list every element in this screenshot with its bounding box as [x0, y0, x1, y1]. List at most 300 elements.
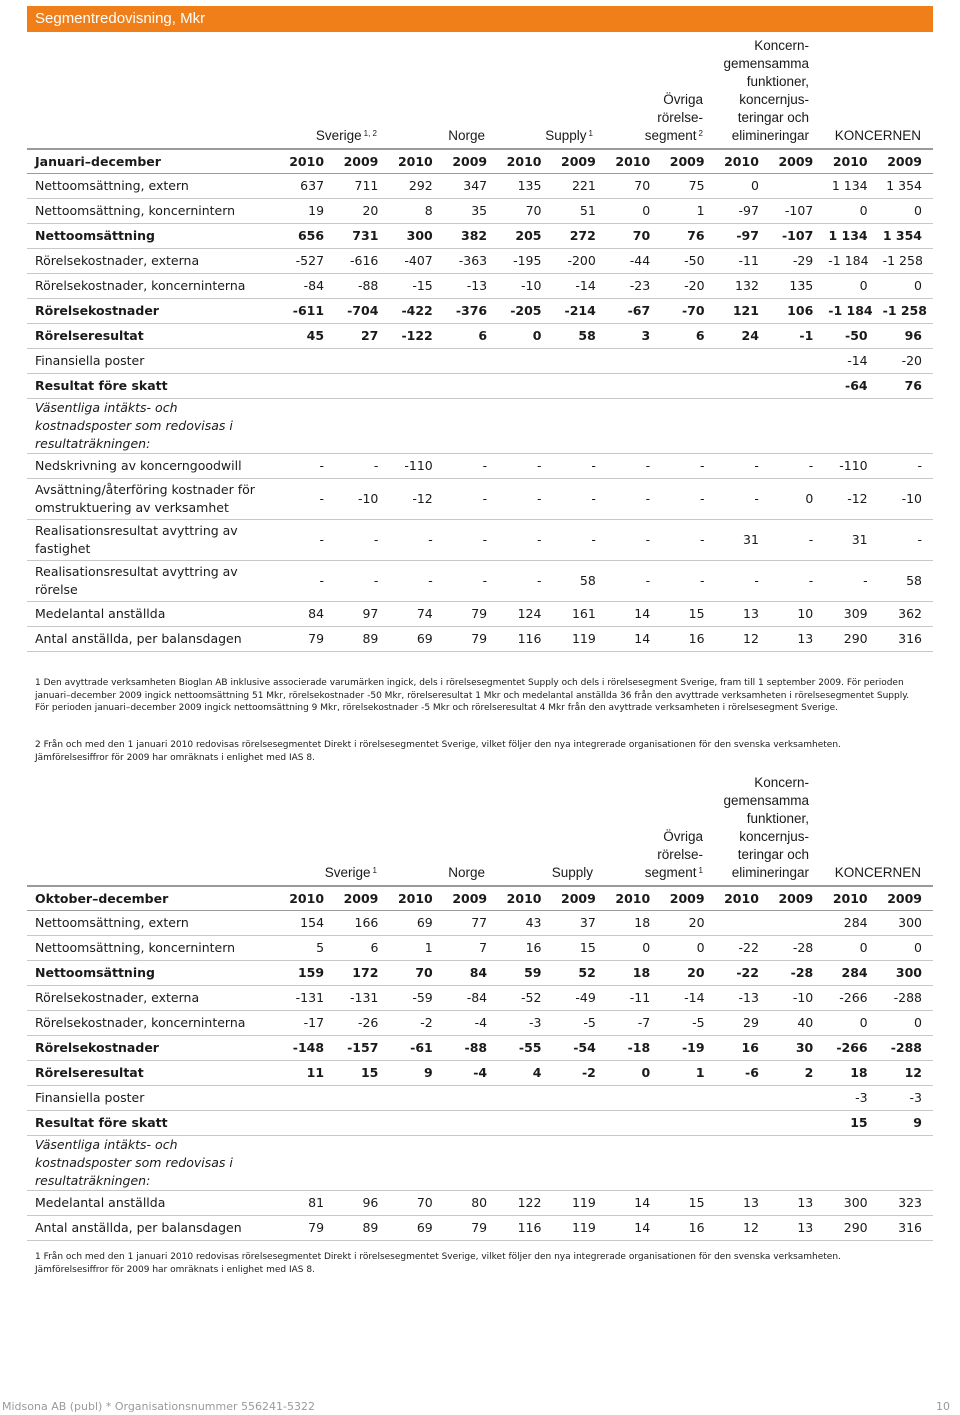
cell-value: -28 — [770, 961, 824, 986]
cell-value — [716, 374, 770, 399]
cell-value: -19 — [661, 1036, 715, 1061]
table-row — [27, 986, 933, 1011]
cell-value: - — [444, 561, 498, 602]
segment-label: Övriga rörelse- segment — [644, 92, 703, 143]
cell-value: 19 — [281, 199, 335, 224]
footnote-marker: 2 — [698, 129, 703, 138]
segment-label: Norge — [448, 128, 485, 143]
cell-value: -70 — [661, 299, 715, 324]
row-label: Antal anställda, per balansdagen — [27, 627, 281, 652]
cell-value: 9 — [389, 1061, 443, 1086]
segment-header — [723, 37, 809, 145]
cell-value: 8 — [389, 199, 443, 224]
cell-value: 1 354 — [879, 174, 933, 199]
cell-value: -3 — [498, 1011, 552, 1036]
cell-value: - — [716, 561, 770, 602]
cell-value: -1 184 — [824, 249, 878, 274]
cell-value: -97 — [716, 199, 770, 224]
segment-label: Supply — [551, 865, 593, 880]
segment-label: Sverige — [315, 128, 362, 143]
segment-headers — [27, 38, 933, 148]
cell-value — [389, 349, 443, 374]
table-row — [27, 349, 933, 374]
cell-value: 84 — [281, 602, 335, 627]
period-label: Januari–december — [27, 150, 281, 174]
cell-value: 18 — [607, 911, 661, 936]
cell-value: 79 — [444, 602, 498, 627]
cell-value — [716, 1111, 770, 1136]
table-row — [27, 1086, 933, 1111]
cell-value — [661, 1111, 715, 1136]
cell-value: -11 — [716, 249, 770, 274]
cell-value: -17 — [281, 1011, 335, 1036]
year-header: 2010 — [498, 150, 552, 174]
cell-value: 656 — [281, 224, 335, 249]
segment-headers — [27, 773, 933, 885]
cell-value: -50 — [661, 249, 715, 274]
year-header: 2009 — [552, 887, 606, 911]
row-label: Nettoomsättning — [27, 961, 281, 986]
segment-header — [835, 127, 921, 145]
cell-value: -88 — [444, 1036, 498, 1061]
cell-value: 323 — [879, 1191, 933, 1216]
table-row — [27, 199, 933, 224]
cell-value — [389, 1111, 443, 1136]
cell-value: - — [444, 454, 498, 479]
cell-value: -1 258 — [879, 249, 933, 274]
cell-value: 75 — [661, 174, 715, 199]
cell-value: 0 — [879, 199, 933, 224]
cell-value: 13 — [770, 627, 824, 652]
year-header-row — [27, 150, 933, 174]
cell-value: 89 — [335, 1216, 389, 1241]
cell-value: 77 — [444, 911, 498, 936]
year-header: 2009 — [770, 887, 824, 911]
year-header: 2009 — [879, 150, 933, 174]
cell-value: 37 — [552, 911, 606, 936]
segment-header — [835, 864, 921, 882]
segment-label: KONCERNEN — [834, 865, 921, 880]
row-label: Medelantal anställda — [27, 1191, 281, 1216]
cell-value: - — [661, 454, 715, 479]
cell-value — [770, 399, 824, 454]
cell-value: -704 — [335, 299, 389, 324]
cell-value: 300 — [879, 911, 933, 936]
cell-value: - — [879, 520, 933, 561]
cell-value: 122 — [498, 1191, 552, 1216]
cell-value: 1 — [389, 936, 443, 961]
cell-value: - — [552, 520, 606, 561]
cell-value — [607, 1086, 661, 1111]
cell-value: -5 — [552, 1011, 606, 1036]
cell-value — [444, 374, 498, 399]
cell-value: -2 — [389, 1011, 443, 1036]
cell-value: 79 — [281, 1216, 335, 1241]
cell-value: -22 — [716, 961, 770, 986]
cell-value: 0 — [824, 199, 878, 224]
cell-value: -64 — [824, 374, 878, 399]
cell-value: -422 — [389, 299, 443, 324]
year-header: 2009 — [879, 887, 933, 911]
segment-label: KONCERNEN — [834, 128, 921, 143]
table-row — [27, 1061, 933, 1086]
cell-value: -26 — [335, 1011, 389, 1036]
year-header: 2010 — [824, 150, 878, 174]
cell-value — [770, 911, 824, 936]
cell-value: 70 — [389, 1191, 443, 1216]
cell-value: 300 — [824, 1191, 878, 1216]
cell-value — [661, 1086, 715, 1111]
cell-value: 284 — [824, 911, 878, 936]
cell-value — [716, 911, 770, 936]
cell-value — [335, 1111, 389, 1136]
cell-value — [770, 349, 824, 374]
segment-label: Övriga rörelse- segment — [644, 829, 703, 880]
cell-value — [335, 1086, 389, 1111]
cell-value: 43 — [498, 911, 552, 936]
cell-value — [607, 1136, 661, 1191]
cell-value: 6 — [661, 324, 715, 349]
cell-value — [770, 1111, 824, 1136]
year-header: 2009 — [444, 150, 498, 174]
cell-value: 382 — [444, 224, 498, 249]
table-row — [27, 1036, 933, 1061]
cell-value: 14 — [607, 627, 661, 652]
cell-value: -13 — [444, 274, 498, 299]
table-row — [27, 1111, 933, 1136]
row-label: Nettoomsättning, koncernintern — [27, 936, 281, 961]
segment-label: Sverige — [324, 865, 371, 880]
cell-value — [281, 374, 335, 399]
cell-value — [335, 399, 389, 454]
cell-value: -20 — [661, 274, 715, 299]
cell-value: -7 — [607, 1011, 661, 1036]
cell-value: -266 — [824, 1036, 878, 1061]
cell-value: 14 — [607, 1216, 661, 1241]
cell-value: 80 — [444, 1191, 498, 1216]
cell-value: - — [498, 520, 552, 561]
data-table — [27, 150, 933, 652]
cell-value — [824, 399, 878, 454]
cell-value: 0 — [879, 274, 933, 299]
cell-value: 0 — [879, 936, 933, 961]
cell-value: -20 — [879, 349, 933, 374]
table-row — [27, 454, 933, 479]
cell-value: - — [444, 520, 498, 561]
segment-header — [448, 127, 485, 145]
cell-value: 14 — [607, 1191, 661, 1216]
cell-value: 70 — [607, 174, 661, 199]
year-header: 2010 — [607, 150, 661, 174]
cell-value: 309 — [824, 602, 878, 627]
cell-value: -15 — [389, 274, 443, 299]
cell-value: -611 — [281, 299, 335, 324]
cell-value: - — [770, 520, 824, 561]
table-row — [27, 1191, 933, 1216]
row-label: Antal anställda, per balansdagen — [27, 1216, 281, 1241]
cell-value: -110 — [824, 454, 878, 479]
cell-value: 172 — [335, 961, 389, 986]
cell-value: 5 — [281, 936, 335, 961]
cell-value: -376 — [444, 299, 498, 324]
cell-value: 347 — [444, 174, 498, 199]
cell-value: 76 — [879, 374, 933, 399]
year-header: 2009 — [661, 150, 715, 174]
cell-value: 1 134 — [824, 224, 878, 249]
cell-value: 154 — [281, 911, 335, 936]
cell-value: 316 — [879, 627, 933, 652]
cell-value: - — [607, 479, 661, 520]
cell-value: 12 — [716, 1216, 770, 1241]
cell-value: 1 — [661, 199, 715, 224]
year-header: 2010 — [281, 150, 335, 174]
cell-value: -6 — [716, 1061, 770, 1086]
cell-value: -52 — [498, 986, 552, 1011]
cell-value: 0 — [498, 324, 552, 349]
cell-value: 116 — [498, 1216, 552, 1241]
table-row — [27, 479, 933, 520]
footnote-2: 2 Från och med den 1 januari 2010 redovisas rörelsesegmentet Direkt i rörelsesegmentet Sverige, vilket följer den nya integrerade organisationen för den svenska verksamheten. Jämförelsesiffror för 2009 har omräknats i enlighet med IAS 8. — [35, 740, 841, 763]
cell-value: 0 — [716, 174, 770, 199]
cell-value: - — [335, 520, 389, 561]
cell-value: -122 — [389, 324, 443, 349]
cell-value — [716, 1086, 770, 1111]
cell-value: -148 — [281, 1036, 335, 1061]
cell-value: 106 — [770, 299, 824, 324]
cell-value: -88 — [335, 274, 389, 299]
cell-value: 290 — [824, 627, 878, 652]
cell-value: 20 — [335, 199, 389, 224]
cell-value: -28 — [770, 936, 824, 961]
table-row — [27, 374, 933, 399]
cell-value: -14 — [552, 274, 606, 299]
year-header: 2009 — [661, 887, 715, 911]
cell-value: -107 — [770, 224, 824, 249]
cell-value: 731 — [335, 224, 389, 249]
cell-value: 166 — [335, 911, 389, 936]
year-header: 2009 — [770, 150, 824, 174]
cell-value: -200 — [552, 249, 606, 274]
cell-value — [607, 374, 661, 399]
cell-value — [498, 1086, 552, 1111]
cell-value: - — [281, 454, 335, 479]
cell-value: 52 — [552, 961, 606, 986]
year-header: 2009 — [444, 887, 498, 911]
cell-value — [335, 1136, 389, 1191]
row-label: Resultat före skatt — [27, 374, 281, 399]
row-label: Realisationsresultat avyttring av fastighet — [27, 520, 281, 561]
cell-value — [552, 1086, 606, 1111]
cell-value — [770, 374, 824, 399]
cell-value: - — [607, 561, 661, 602]
cell-value: 0 — [607, 199, 661, 224]
cell-value: - — [335, 561, 389, 602]
cell-value: 24 — [716, 324, 770, 349]
footnote-marker: 1 — [372, 866, 377, 875]
table-row — [27, 224, 933, 249]
cell-value: -266 — [824, 986, 878, 1011]
cell-value: - — [770, 561, 824, 602]
cell-value: - — [281, 561, 335, 602]
segment-header — [325, 864, 377, 882]
cell-value: - — [498, 454, 552, 479]
cell-value: 0 — [607, 936, 661, 961]
cell-value: 12 — [879, 1061, 933, 1086]
cell-value — [281, 1086, 335, 1111]
cell-value: -4 — [444, 1061, 498, 1086]
cell-value: 300 — [879, 961, 933, 986]
cell-value: 70 — [498, 199, 552, 224]
cell-value: 30 — [770, 1036, 824, 1061]
year-header: 2010 — [389, 887, 443, 911]
cell-value: -131 — [281, 986, 335, 1011]
cell-value: -14 — [661, 986, 715, 1011]
cell-value: -10 — [498, 274, 552, 299]
cell-value — [498, 349, 552, 374]
table-row — [27, 274, 933, 299]
cell-value: 74 — [389, 602, 443, 627]
cell-value: -84 — [444, 986, 498, 1011]
cell-value: 221 — [552, 174, 606, 199]
cell-value: - — [716, 479, 770, 520]
row-label: Väsentliga intäkts- och kostnadsposter som redovisas i resultaträkningen: — [27, 1136, 281, 1191]
cell-value — [607, 1111, 661, 1136]
table-row — [27, 602, 933, 627]
cell-value — [552, 399, 606, 454]
cell-value: 0 — [824, 936, 878, 961]
cell-value — [281, 1136, 335, 1191]
table-row — [27, 936, 933, 961]
cell-value: -54 — [552, 1036, 606, 1061]
row-label: Rörelsekostnader, koncerninterna — [27, 274, 281, 299]
cell-value — [552, 374, 606, 399]
footnote-marker: 1 — [588, 129, 593, 138]
cell-value: -59 — [389, 986, 443, 1011]
cell-value: 20 — [661, 911, 715, 936]
cell-value — [444, 1086, 498, 1111]
cell-value: -10 — [770, 986, 824, 1011]
cell-value: -5 — [661, 1011, 715, 1036]
segment-header — [645, 828, 703, 882]
segment-header — [645, 91, 703, 145]
cell-value: 15 — [335, 1061, 389, 1086]
cell-value: 11 — [281, 1061, 335, 1086]
row-label: Rörelsekostnader — [27, 1036, 281, 1061]
cell-value: 205 — [498, 224, 552, 249]
segment-label: Koncern- gemensamma funktioner, koncernjus- teringar och elimineringar — [723, 775, 809, 880]
cell-value: 16 — [498, 936, 552, 961]
cell-value: -1 258 — [879, 299, 933, 324]
cell-value: -12 — [824, 479, 878, 520]
cell-value: 79 — [444, 627, 498, 652]
cell-value: - — [607, 520, 661, 561]
cell-value — [607, 349, 661, 374]
table-row — [27, 961, 933, 986]
cell-value: 290 — [824, 1216, 878, 1241]
cell-value: -29 — [770, 249, 824, 274]
cell-value: -1 — [770, 324, 824, 349]
cell-value: -61 — [389, 1036, 443, 1061]
cell-value: 45 — [281, 324, 335, 349]
cell-value: 96 — [335, 1191, 389, 1216]
footnote-1: 1 Den avyttrade verksamheten Bioglan AB inklusive associerade varumärken ingick, dels i rörelsesegmentet Supply och dels i rörelsesegment Sverige, fram till 1 september 2009. För perioden januari–december 2009 ingick nettoomsättning 51 Mkr, rörelsekostnader -50 Mkr, rörelseresultat 1 Mkr och medelantal anställda 36 från den avyttrade verksamheten i rörelsesegmentet Supply. För perioden januari–december 2009 ingick nettoomsättning 9 Mkr, rörelsekostnader -5 Mkr och rörelseresultat 4 Mkr från den avyttrade verksamheten i rörelsesegment Sverige. — [35, 678, 910, 713]
table-row — [27, 1136, 933, 1191]
period-label: Oktober–december — [27, 887, 281, 911]
cell-value: 13 — [716, 602, 770, 627]
row-label: Nettoomsättning — [27, 224, 281, 249]
cell-value: 69 — [389, 1216, 443, 1241]
cell-value: -4 — [444, 1011, 498, 1036]
cell-value: -107 — [770, 199, 824, 224]
cell-value — [498, 374, 552, 399]
cell-value: 13 — [770, 1216, 824, 1241]
cell-value: -3 — [824, 1086, 878, 1111]
cell-value — [824, 1136, 878, 1191]
cell-value — [607, 399, 661, 454]
cell-value: 58 — [552, 561, 606, 602]
cell-value — [389, 1136, 443, 1191]
cell-value: 18 — [824, 1061, 878, 1086]
cell-value — [444, 1111, 498, 1136]
cell-value: 0 — [824, 274, 878, 299]
cell-value: 59 — [498, 961, 552, 986]
segment-label: Koncern- gemensamma funktioner, koncernjus- teringar och elimineringar — [723, 38, 809, 143]
row-label: Rörelsekostnader — [27, 299, 281, 324]
cell-value: 16 — [661, 627, 715, 652]
cell-value: -84 — [281, 274, 335, 299]
cell-value: 0 — [607, 1061, 661, 1086]
cell-value: -3 — [879, 1086, 933, 1111]
cell-value: 135 — [498, 174, 552, 199]
cell-value — [335, 349, 389, 374]
cell-value: 15 — [661, 602, 715, 627]
year-header: 2009 — [335, 887, 389, 911]
year-header: 2010 — [281, 887, 335, 911]
cell-value — [552, 349, 606, 374]
year-header: 2010 — [824, 887, 878, 911]
cell-value — [879, 1136, 933, 1191]
cell-value — [770, 1086, 824, 1111]
cell-value: 18 — [607, 961, 661, 986]
table-row — [27, 399, 933, 454]
cell-value: -44 — [607, 249, 661, 274]
cell-value: 76 — [661, 224, 715, 249]
cell-value: -22 — [716, 936, 770, 961]
cell-value: 69 — [389, 911, 443, 936]
cell-value: -214 — [552, 299, 606, 324]
table-row — [27, 911, 933, 936]
cell-value: -23 — [607, 274, 661, 299]
year-header: 2009 — [552, 150, 606, 174]
table-row — [27, 561, 933, 602]
cell-value: 284 — [824, 961, 878, 986]
cell-value: 711 — [335, 174, 389, 199]
year-header: 2010 — [389, 150, 443, 174]
cell-value: 1 354 — [879, 224, 933, 249]
cell-value — [770, 174, 824, 199]
cell-value: 0 — [661, 936, 715, 961]
cell-value: 637 — [281, 174, 335, 199]
cell-value: 0 — [824, 1011, 878, 1036]
cell-value: 2 — [770, 1061, 824, 1086]
footnote-marker: 1 — [698, 866, 703, 875]
table-row — [27, 1216, 933, 1241]
cell-value: 0 — [879, 1011, 933, 1036]
cell-value: 159 — [281, 961, 335, 986]
row-label: Rörelseresultat — [27, 1061, 281, 1086]
cell-value — [389, 399, 443, 454]
cell-value — [389, 1086, 443, 1111]
